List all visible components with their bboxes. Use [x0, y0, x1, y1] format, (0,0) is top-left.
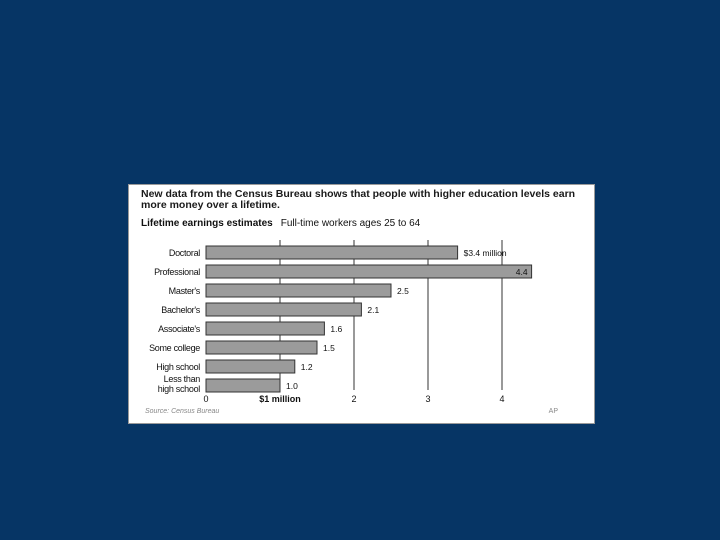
- x-tick-label: 2: [351, 394, 357, 404]
- bar: [206, 303, 361, 316]
- bar: [206, 284, 391, 297]
- value-label: 1.6: [330, 324, 343, 334]
- bar: [206, 360, 295, 373]
- category-label: Less than high school: [157, 374, 200, 394]
- chart-panel: [128, 184, 595, 424]
- value-label: $3.4 million: [463, 248, 507, 258]
- chart-title: Lifetime earnings estimates: [141, 218, 273, 229]
- x-tick-label: 0: [203, 394, 209, 404]
- chart-subtitle-detail: Full-time workers ages 25 to 64: [280, 218, 421, 229]
- category-label: High school: [156, 362, 200, 372]
- category-label: Professional: [154, 267, 200, 277]
- value-label: 1.0: [286, 381, 298, 391]
- credit-note: AP: [548, 408, 558, 415]
- bar: [206, 246, 458, 259]
- bar-chart: [129, 185, 594, 423]
- category-label: Master's: [168, 286, 200, 296]
- value-label: 1.5: [323, 343, 335, 353]
- value-label: 2.5: [397, 286, 409, 296]
- x-tick-label: $1 million: [259, 394, 301, 404]
- bar: [206, 379, 280, 392]
- bar: [206, 322, 324, 335]
- value-label: 4.4: [515, 267, 528, 277]
- bar: [206, 341, 317, 354]
- x-tick-label: 4: [499, 394, 505, 404]
- chart-headline: New data from the Census Bureau shows that people with higher education levels earn more money over a lifetime.: [141, 188, 576, 211]
- category-label: Doctoral: [168, 248, 200, 258]
- bar: [206, 265, 532, 278]
- source-note: Source: Census Bureau: [145, 408, 220, 415]
- value-label: 2.1: [367, 305, 380, 315]
- category-label: Associate's: [158, 324, 200, 334]
- category-label: Some college: [149, 343, 200, 353]
- x-tick-label: 3: [425, 394, 431, 404]
- category-label: Bachelor's: [161, 305, 200, 315]
- value-label: 1.2: [300, 362, 313, 372]
